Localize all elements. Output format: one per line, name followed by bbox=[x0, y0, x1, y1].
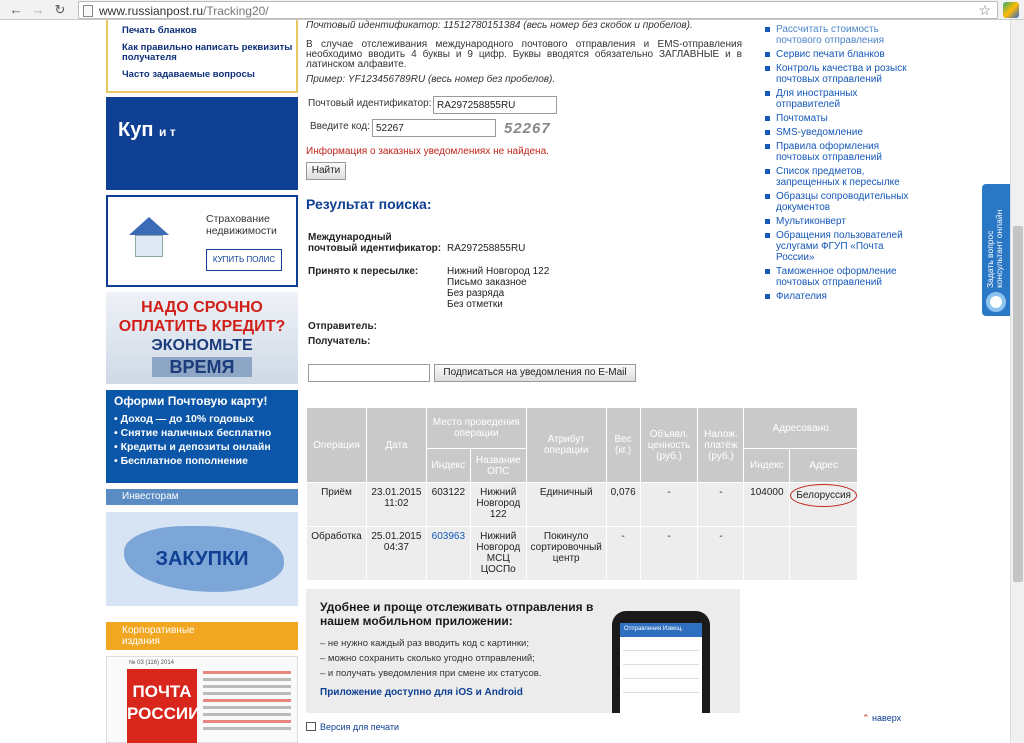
th-ops-name: Название ОПС bbox=[470, 449, 526, 483]
back-arrow-icon[interactable]: ← bbox=[9, 2, 23, 17]
address-highlight: Белоруссия bbox=[790, 484, 857, 507]
code-label: Введите код: bbox=[310, 121, 370, 132]
th-place: Место проведения операции bbox=[426, 408, 526, 449]
chat-icon bbox=[986, 292, 1006, 312]
tracking-id-input[interactable] bbox=[433, 96, 557, 114]
th-addressed: Адресовано bbox=[744, 408, 858, 449]
investors-link[interactable]: Инвесторам bbox=[106, 489, 298, 505]
browser-toolbar bbox=[0, 0, 1024, 20]
back-to-top-link[interactable]: ⌃ наверх bbox=[862, 713, 902, 723]
nav-documents[interactable]: Образцы сопроводительных документов bbox=[764, 191, 914, 213]
nav-user-appeals[interactable]: Обращения пользователей услугами ФГУП «Почта России» bbox=[764, 230, 914, 263]
promo-item: – и получать уведомления при смене их статусов. bbox=[320, 668, 542, 679]
intl-id-label: Международный почтовый идентификатор: bbox=[308, 232, 442, 254]
table-row: Обработка 25.01.2015 04:37 603963 Нижний Новгород МСЦ ЦОСПо Покинуло сортировочный центр - - - bbox=[307, 527, 858, 581]
card-item: • Снятие наличных бесплатно bbox=[114, 426, 298, 440]
up-arrow-icon: ⌃ bbox=[862, 713, 873, 723]
ask-question-widget[interactable]: Задать вопрос консультант онлайн bbox=[982, 184, 1010, 316]
nav-sms[interactable]: SMS-уведомление bbox=[764, 127, 914, 138]
sender-label: Отправитель: bbox=[308, 321, 377, 332]
id-label: Почтовый идентификатор: bbox=[308, 98, 432, 109]
nav-foreign-senders[interactable]: Для иностранных отправителей bbox=[764, 88, 914, 110]
link-print-forms[interactable]: Печать бланков bbox=[122, 25, 197, 36]
find-button[interactable]: Найти bbox=[306, 162, 346, 180]
extension-icon[interactable] bbox=[1003, 2, 1019, 18]
banner-postal-card[interactable] bbox=[106, 390, 298, 483]
print-version-link[interactable]: Версия для печати bbox=[306, 722, 399, 732]
accepted-label: Принято к пересылке: bbox=[308, 266, 419, 277]
captcha-code-input[interactable] bbox=[372, 119, 496, 137]
accepted-details: Нижний Новгород 122 Письмо заказное Без разряда Без отметки bbox=[447, 266, 550, 310]
pochta-rossii-logo: ПОЧТА РОССИИ bbox=[127, 669, 197, 743]
promo-item: – можно сохранить сколько угодно отправлений; bbox=[320, 653, 535, 664]
page-icon bbox=[83, 5, 93, 17]
printer-icon bbox=[306, 722, 316, 731]
link-recipient-details[interactable]: Как правильно написать реквизиты получателя bbox=[122, 42, 293, 63]
forward-arrow-icon[interactable]: → bbox=[31, 2, 45, 17]
th-cod: Налож. платёж (руб.) bbox=[698, 408, 744, 483]
not-found-message: Информация о заказных уведомлениях не найдена. bbox=[306, 146, 549, 157]
nav-postamats[interactable]: Почтоматы bbox=[764, 113, 914, 124]
card-item: • Доход — до 10% годовых bbox=[114, 412, 298, 426]
th-addr-index: Индекс bbox=[744, 449, 790, 483]
banner-pochta-magazine[interactable]: № 03 (116) 2014 ПОЧТА РОССИИ bbox=[106, 656, 298, 743]
promo-title: Удобнее и проще отслеживать отправления в нашем мобильном приложении: bbox=[320, 600, 594, 628]
scrollbar[interactable] bbox=[1010, 20, 1024, 743]
scrollbar-thumb[interactable] bbox=[1013, 226, 1023, 582]
nav-prohibited[interactable]: Список предметов, запрещенных к пересылке bbox=[764, 166, 914, 188]
subscribe-email-button[interactable]: Подписаться на уведомления по E-Mail bbox=[434, 364, 636, 382]
th-weight: Вес (кг.) bbox=[606, 408, 640, 483]
operations-table bbox=[306, 407, 858, 581]
card-item: • Кредиты и депозиты онлайн bbox=[114, 440, 298, 454]
banner-credit[interactable]: НАДО СРОЧНО ОПЛАТИТЬ КРЕДИТ? ЭКОНОМЬТЕ ВРЕМЯ bbox=[106, 292, 298, 384]
link-faq[interactable]: Частo задаваемые вопросы bbox=[122, 69, 255, 80]
insurance-title: Страхование недвижимости bbox=[206, 213, 277, 237]
table-row: Приём 23.01.2015 11:02 603122 Нижний Новгород 122 Единичный 0,076 - - 104000 Белоруссия bbox=[307, 483, 858, 527]
banner-kup[interactable]: Куп и т bbox=[106, 97, 298, 190]
th-address: Адрес bbox=[790, 449, 858, 483]
recipient-label: Получатель: bbox=[308, 336, 371, 347]
th-declared-value: Объявл. ценность (руб.) bbox=[640, 408, 698, 483]
nav-multiconvert[interactable]: Мультиконверт bbox=[764, 216, 914, 227]
intl-id-value: RA297258855RU bbox=[447, 243, 526, 254]
card-item: • Бесплатное пополнение bbox=[114, 454, 298, 468]
house-icon bbox=[124, 217, 174, 263]
nav-calc-cost[interactable]: Рассчитать стоимость почтового отправления bbox=[764, 24, 914, 46]
example-hint: Пример: YF123456789RU (весь номер без пробелов). bbox=[306, 74, 556, 85]
banner-procurement[interactable]: ЗАКУПКИ bbox=[106, 512, 298, 606]
nav-quality-control[interactable]: Контроль качества и розыск почтовых отправлений bbox=[764, 63, 914, 85]
nav-customs[interactable]: Таможенное оформление почтовых отправлений bbox=[764, 266, 914, 288]
mobile-app-promo[interactable] bbox=[306, 589, 740, 713]
promo-item: – не нужно каждый раз вводить код с картинки; bbox=[320, 638, 529, 649]
corporate-publications-link[interactable]: Корпоративные издания bbox=[106, 622, 298, 650]
intl-instructions: В случае отслеживания международного почтового отправления и EMS-отправления необходимо вводить 4 буквы и 9 цифр. Буквы вводятся обязательно ЗАГЛАВНЫЕ и в латинском алфавите. bbox=[306, 39, 742, 70]
ops-index-link[interactable]: 603963 bbox=[431, 531, 466, 542]
magazine-contents bbox=[203, 671, 291, 734]
th-index: Индекс bbox=[426, 449, 470, 483]
th-operation: Операция bbox=[307, 408, 367, 483]
address-bar[interactable] bbox=[78, 1, 998, 19]
banner-insurance[interactable] bbox=[106, 195, 298, 287]
phone-icon: Отправления Извещ. bbox=[612, 611, 710, 713]
quick-links bbox=[106, 20, 298, 93]
reload-icon[interactable]: ↻ bbox=[54, 2, 66, 17]
url-text: www.russianpost.ru/Tracking20/ bbox=[99, 4, 269, 18]
email-input[interactable] bbox=[308, 364, 430, 382]
app-available-link[interactable]: Приложение доступно для iOS и Android bbox=[320, 687, 523, 698]
nav-rules[interactable]: Правила оформления почтовых отправлений bbox=[764, 141, 914, 163]
bookmark-star-icon[interactable]: ☆ bbox=[978, 2, 991, 18]
nav-print-forms[interactable]: Сервис печати бланков bbox=[764, 49, 914, 60]
th-date: Дата bbox=[366, 408, 426, 483]
card-title: Оформи Почтовую карту! bbox=[114, 394, 268, 408]
captcha-image: 52267 bbox=[504, 120, 551, 137]
th-attribute: Атрибут операции bbox=[526, 408, 606, 483]
right-navigation bbox=[764, 24, 914, 305]
id-hint: Почтовый идентификатор: 11512780151384 (весь номер без скобок и пробелов). bbox=[306, 20, 693, 31]
buy-policy-button[interactable]: КУПИТЬ ПОЛИС bbox=[206, 249, 282, 271]
result-title: Результат поиска: bbox=[306, 196, 432, 212]
nav-philately[interactable]: Филателия bbox=[764, 291, 914, 302]
